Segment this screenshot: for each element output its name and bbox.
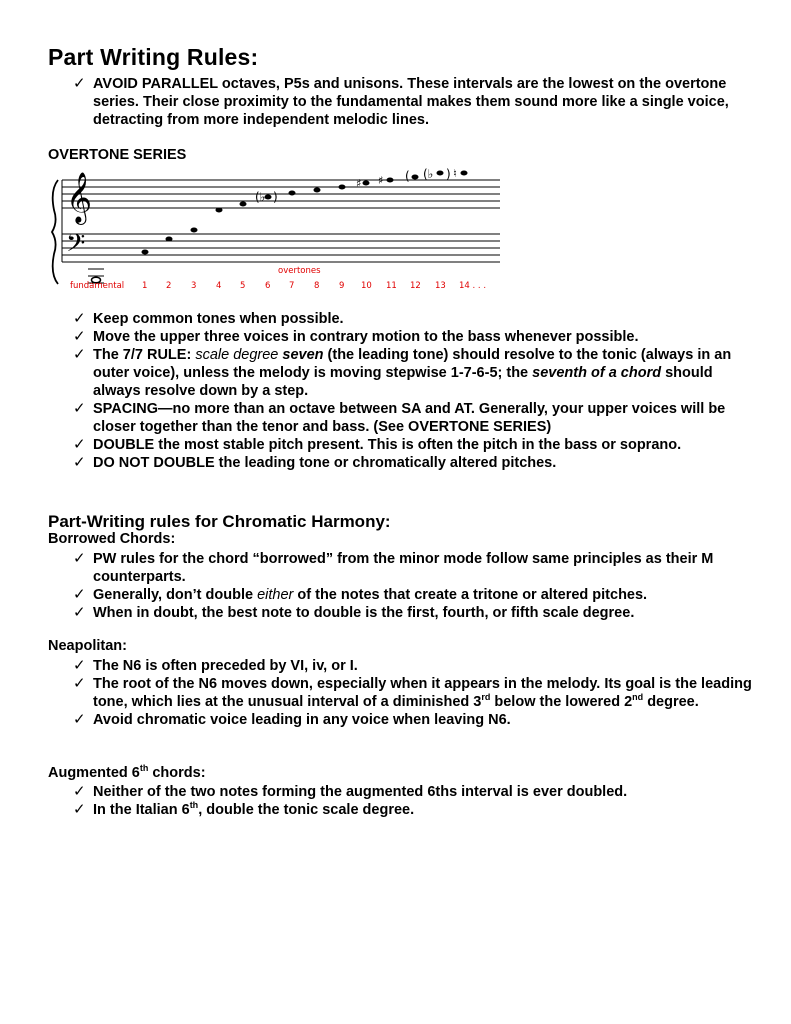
overtone-number: 14 . . . [459,281,487,291]
check-icon: ✓ [73,436,86,453]
overtone-number: 9 [339,281,345,291]
svg-text:(♭: (♭ [423,167,434,181]
music-staff [48,160,508,300]
check-icon: ✓ [73,346,86,363]
list-item [48,783,758,801]
bass-clef-icon: 𝄢 [66,229,86,264]
treble-staff [62,180,500,208]
check-icon: ✓ [73,75,86,92]
overtone-number: 8 [314,281,320,291]
svg-text:): ) [446,167,451,181]
list-item [48,711,758,729]
list-item [48,310,758,328]
rule-text: Neither of the two notes forming the augmented 6ths interval is ever doubled. [93,784,628,800]
superscript: nd [632,692,644,703]
rule-emphasis: seventh of a chord [532,365,662,381]
overtone-number: 12 [410,281,421,291]
rule-text: below the lowered 2 [490,694,633,710]
rule-text: The root of the N6 moves down, especially when it appears in the melody. Its goal is the leading tone, which lies at the unusual interval of a diminished 3 [93,676,752,710]
list-item [48,675,758,711]
svg-text:♯: ♯ [378,174,384,187]
intro-list [48,75,748,129]
brace-icon [52,180,58,284]
rule-text: Keep common tones when possible. [93,311,344,327]
rule-text: Avoid chromatic voice leading in any voice when leaving N6. [93,712,511,728]
rule-emphasis: seven [282,347,324,363]
borrowed-list [48,550,758,622]
overtone-number: 5 [240,281,246,291]
overtone-notes [142,171,468,255]
rule-emphasis: either [257,587,294,603]
fundamental-label: fundamental [70,281,125,291]
overtone-number: 2 [166,281,172,291]
list-item [48,454,758,472]
rules-list [48,310,758,472]
augmented-label-text: Augmented 6 [48,765,140,781]
rule-text: DOUBLE the most stable pitch present. This is often the pitch in the bass or soprano. [93,437,682,453]
chromatic-heading: Part-Writing rules for Chromatic Harmony: [48,512,391,531]
list-item [48,604,758,622]
overtone-number: 4 [216,281,222,291]
rule-text: degree. [643,694,699,710]
list-item [48,75,748,129]
augmented-label-text: chords: [148,765,206,781]
list-item [48,550,758,586]
rule-text: should always resolve down by a step. [93,365,713,399]
superscript: rd [481,692,491,703]
list-item [48,801,758,819]
rule-text: (the leading tone) should resolve to the tonic (always in an outer voice), unless the melody is moving stepwise 1-7-6-5; the [93,347,732,381]
rule-text: DO NOT DOUBLE the leading tone or chromatically altered pitches. [93,455,557,471]
rule-text: Move the upper three voices in contrary motion to the bass whenever possible. [93,329,639,345]
superscript: th [139,763,149,774]
bass-staff [62,234,500,262]
overtone-heading: OVERTONE SERIES [48,147,187,163]
svg-text:♯: ♯ [356,177,362,190]
rule-text: When in doubt, the best note to double is the first, fourth, or fifth scale degree. [93,605,635,621]
neapolitan-list [48,657,758,729]
overtones-label: overtones [278,266,321,276]
augmented-list [48,783,758,819]
svg-text:(: ( [405,169,410,183]
overtone-number: 1 [142,281,148,291]
list-item [48,400,758,436]
overtone-number: 7 [289,281,295,291]
check-icon: ✓ [73,604,86,621]
neapolitan-label: Neapolitan: [48,638,127,654]
rule-text: of the notes that create a tritone or altered pitches. [293,587,648,603]
check-icon: ✓ [73,328,86,345]
overtone-numbers [142,281,486,291]
rule-text: SPACING—no more than an octave between SA and AT. Generally, your upper voices will be closer together than the tenor and bass. (See OVERTONE SERIES) [93,401,726,435]
list-item [48,657,758,675]
check-icon: ✓ [73,783,86,800]
overtone-number: 10 [361,281,372,291]
page-title: Part Writing Rules: [48,44,259,70]
list-item [48,586,758,604]
check-icon: ✓ [73,310,86,327]
check-icon: ✓ [73,675,86,692]
rule-text: In the Italian 6 [93,802,190,818]
overtone-number: 13 [435,281,446,291]
overtone-number: 3 [191,281,197,291]
superscript: th [189,800,199,811]
rule-emphasis: scale degree [195,347,283,363]
rule-text: PW rules for the chord “borrowed” from the minor mode follow same principles as their M counterparts. [93,551,714,585]
check-icon: ✓ [73,586,86,603]
check-icon: ✓ [73,801,86,818]
rule-text: , double the tonic scale degree. [198,802,415,818]
list-item [48,328,758,346]
overtone-number: 6 [265,281,271,291]
svg-text:): ) [273,190,278,204]
overtone-number: 11 [386,281,397,291]
check-icon: ✓ [73,400,86,417]
list-item [48,346,758,400]
rule-text: Generally, don’t double [93,587,258,603]
list-item [48,436,758,454]
rule-text: The 7/7 RULE: [93,347,196,363]
rule-text: The N6 is often preceded by VI, iv, or I. [93,658,358,674]
check-icon: ✓ [73,454,86,471]
check-icon: ✓ [73,657,86,674]
check-icon: ✓ [73,550,86,567]
augmented-label [48,765,206,781]
treble-clef-icon: 𝄞 [66,172,93,223]
overtone-series-figure [48,160,508,300]
svg-text:♮: ♮ [453,167,457,180]
svg-text:(♭: (♭ [255,190,266,204]
rule-text: AVOID PARALLEL octaves, P5s and unisons. These intervals are the lowest on the overtone series. Their close proximity to the fundamental makes them sound more like a single voice, detracting from more independent melodic lines. [93,76,729,128]
borrowed-label: Borrowed Chords: [48,531,176,547]
check-icon: ✓ [73,711,86,728]
